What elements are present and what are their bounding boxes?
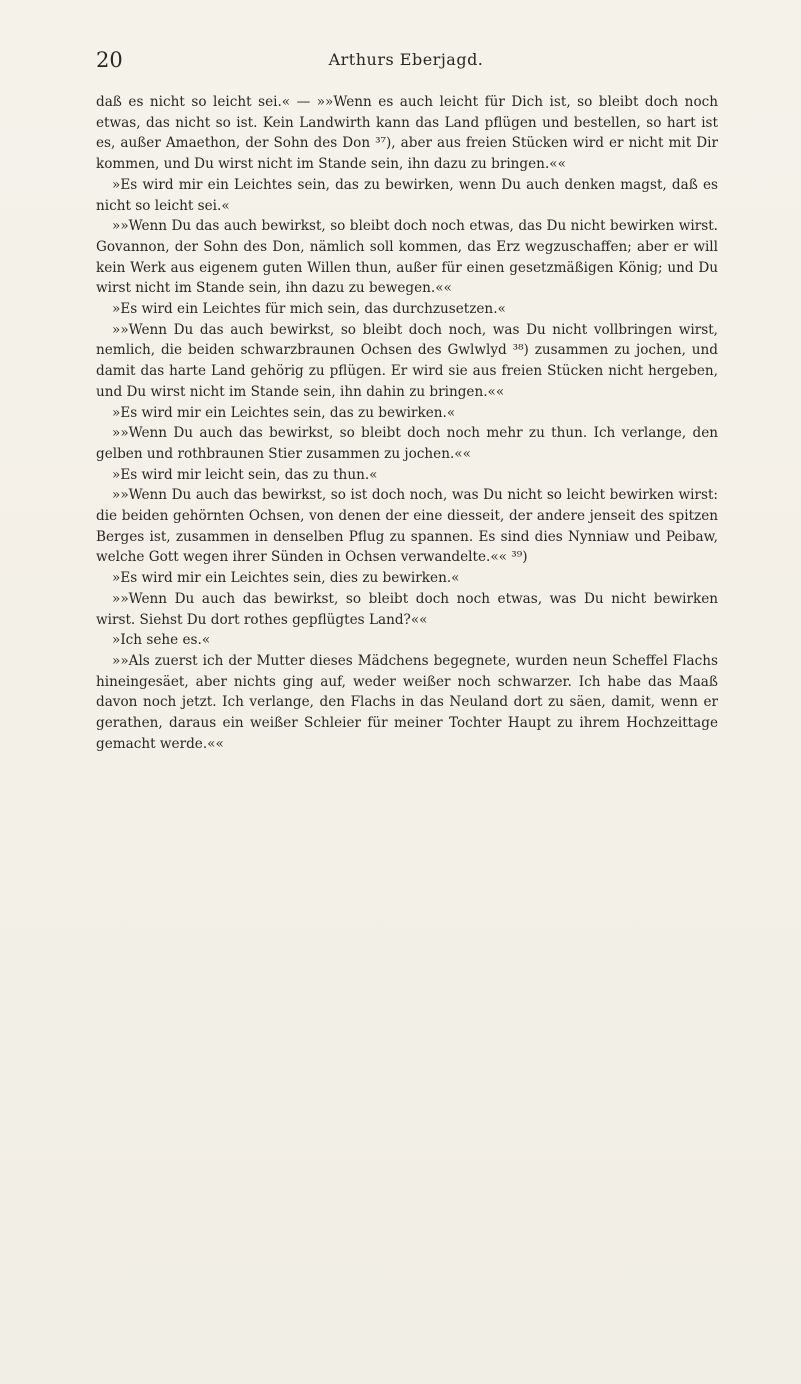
paragraph: »»Wenn Du auch das bewirkst, so bleibt doch noch etwas, was Du nicht bewirken wirst. Siehst Du dort rothes gepflügtes Land?«« xyxy=(96,590,718,628)
paragraph: »Es wird ein Leichtes für mich sein, das durchzusetzen.« xyxy=(112,301,506,318)
paragraph: »Ich sehe es.« xyxy=(112,632,211,649)
paragraph: »Es wird mir ein Leichtes sein, dies zu bewirken.« xyxy=(112,570,460,587)
paragraph: »»Wenn Du auch das bewirkst, so ist doch noch, was Du nicht so leicht bewirken wirst: die beiden gehörnten Ochsen, von denen der eine diesseit, der andere jenseit des spitzen Berges ist, zusammen in denselben Pflug zu spannen. Es sind dies Nynniaw und Peibaw, welche Gott wegen ihrer Sünden in Ochsen verwandelte.«« ³⁹) xyxy=(96,487,718,566)
paragraph: »»Wenn Du das auch bewirkst, so bleibt doch noch, was Du nicht vollbringen wirst, nemlich, die beiden schwarzbraunen Ochsen des Gwlwlyd ³⁸) zusammen zu jochen, und damit das harte Land gehörig zu pflügen. Er wird sie aus freien Stücken nicht hergeben, und Du wirst nicht im Stande sein, ihn dahin zu bringen.«« xyxy=(96,321,718,400)
paragraph: »Es wird mir ein Leichtes sein, das zu bewirken, wenn Du auch denken magst, daß es nicht so leicht sei.« xyxy=(96,176,718,214)
page-number: 20 xyxy=(96,48,123,72)
paragraph: »»Wenn Du das auch bewirkst, so bleibt doch noch etwas, das Du nicht bewirken wirst. Govannon, der Sohn des Don, nämlich soll kommen, das Erz wegzuschaffen; aber er will kein Werk aus eigenem guten Willen thun, außer für einen gesetzmäßigen König; und Du wirst nicht im Stande sein, ihn dazu zu bewegen.«« xyxy=(96,218,718,297)
page-header xyxy=(96,48,716,78)
paragraph: »»Als zuerst ich der Mutter dieses Mädchens begegnete, wurden neun Scheffel Flachs hineingesäet, aber nichts ging auf, weder weißer noch schwarzer. Ich habe das Maaß davon noch jetzt. Ich verlange, den Flachs in das Neuland dort zu säen, damit, wenn er gerathen, daraus ein weißer Schleier für meiner Tochter Haupt zu ihrem Hochzeittage gemacht werde.«« xyxy=(96,652,718,752)
running-title: Arthurs Eberjagd. xyxy=(328,50,484,69)
body-text xyxy=(96,92,718,755)
paragraph: »Es wird mir ein Leichtes sein, das zu bewirken.« xyxy=(112,404,456,421)
paragraph: »Es wird mir leicht sein, das zu thun.« xyxy=(112,466,378,483)
paragraph: daß es nicht so leicht sei.« — »»Wenn es auch leicht für Dich ist, so bleibt doch noch etwas, das nicht so ist. Kein Landwirth kann das Land pflügen und bestellen, so hart ist es, außer Amaethon, der Sohn des Don ³⁷), aber aus freien Stücken wird er nicht mit Dir kommen, und Du wirst nicht im Stande sein, ihn dazu zu bringen.«« xyxy=(96,94,718,173)
paragraph: »»Wenn Du auch das bewirkst, so bleibt doch noch mehr zu thun. Ich verlange, den gelben und rothbraunen Stier zusammen zu jochen.«« xyxy=(96,425,718,462)
